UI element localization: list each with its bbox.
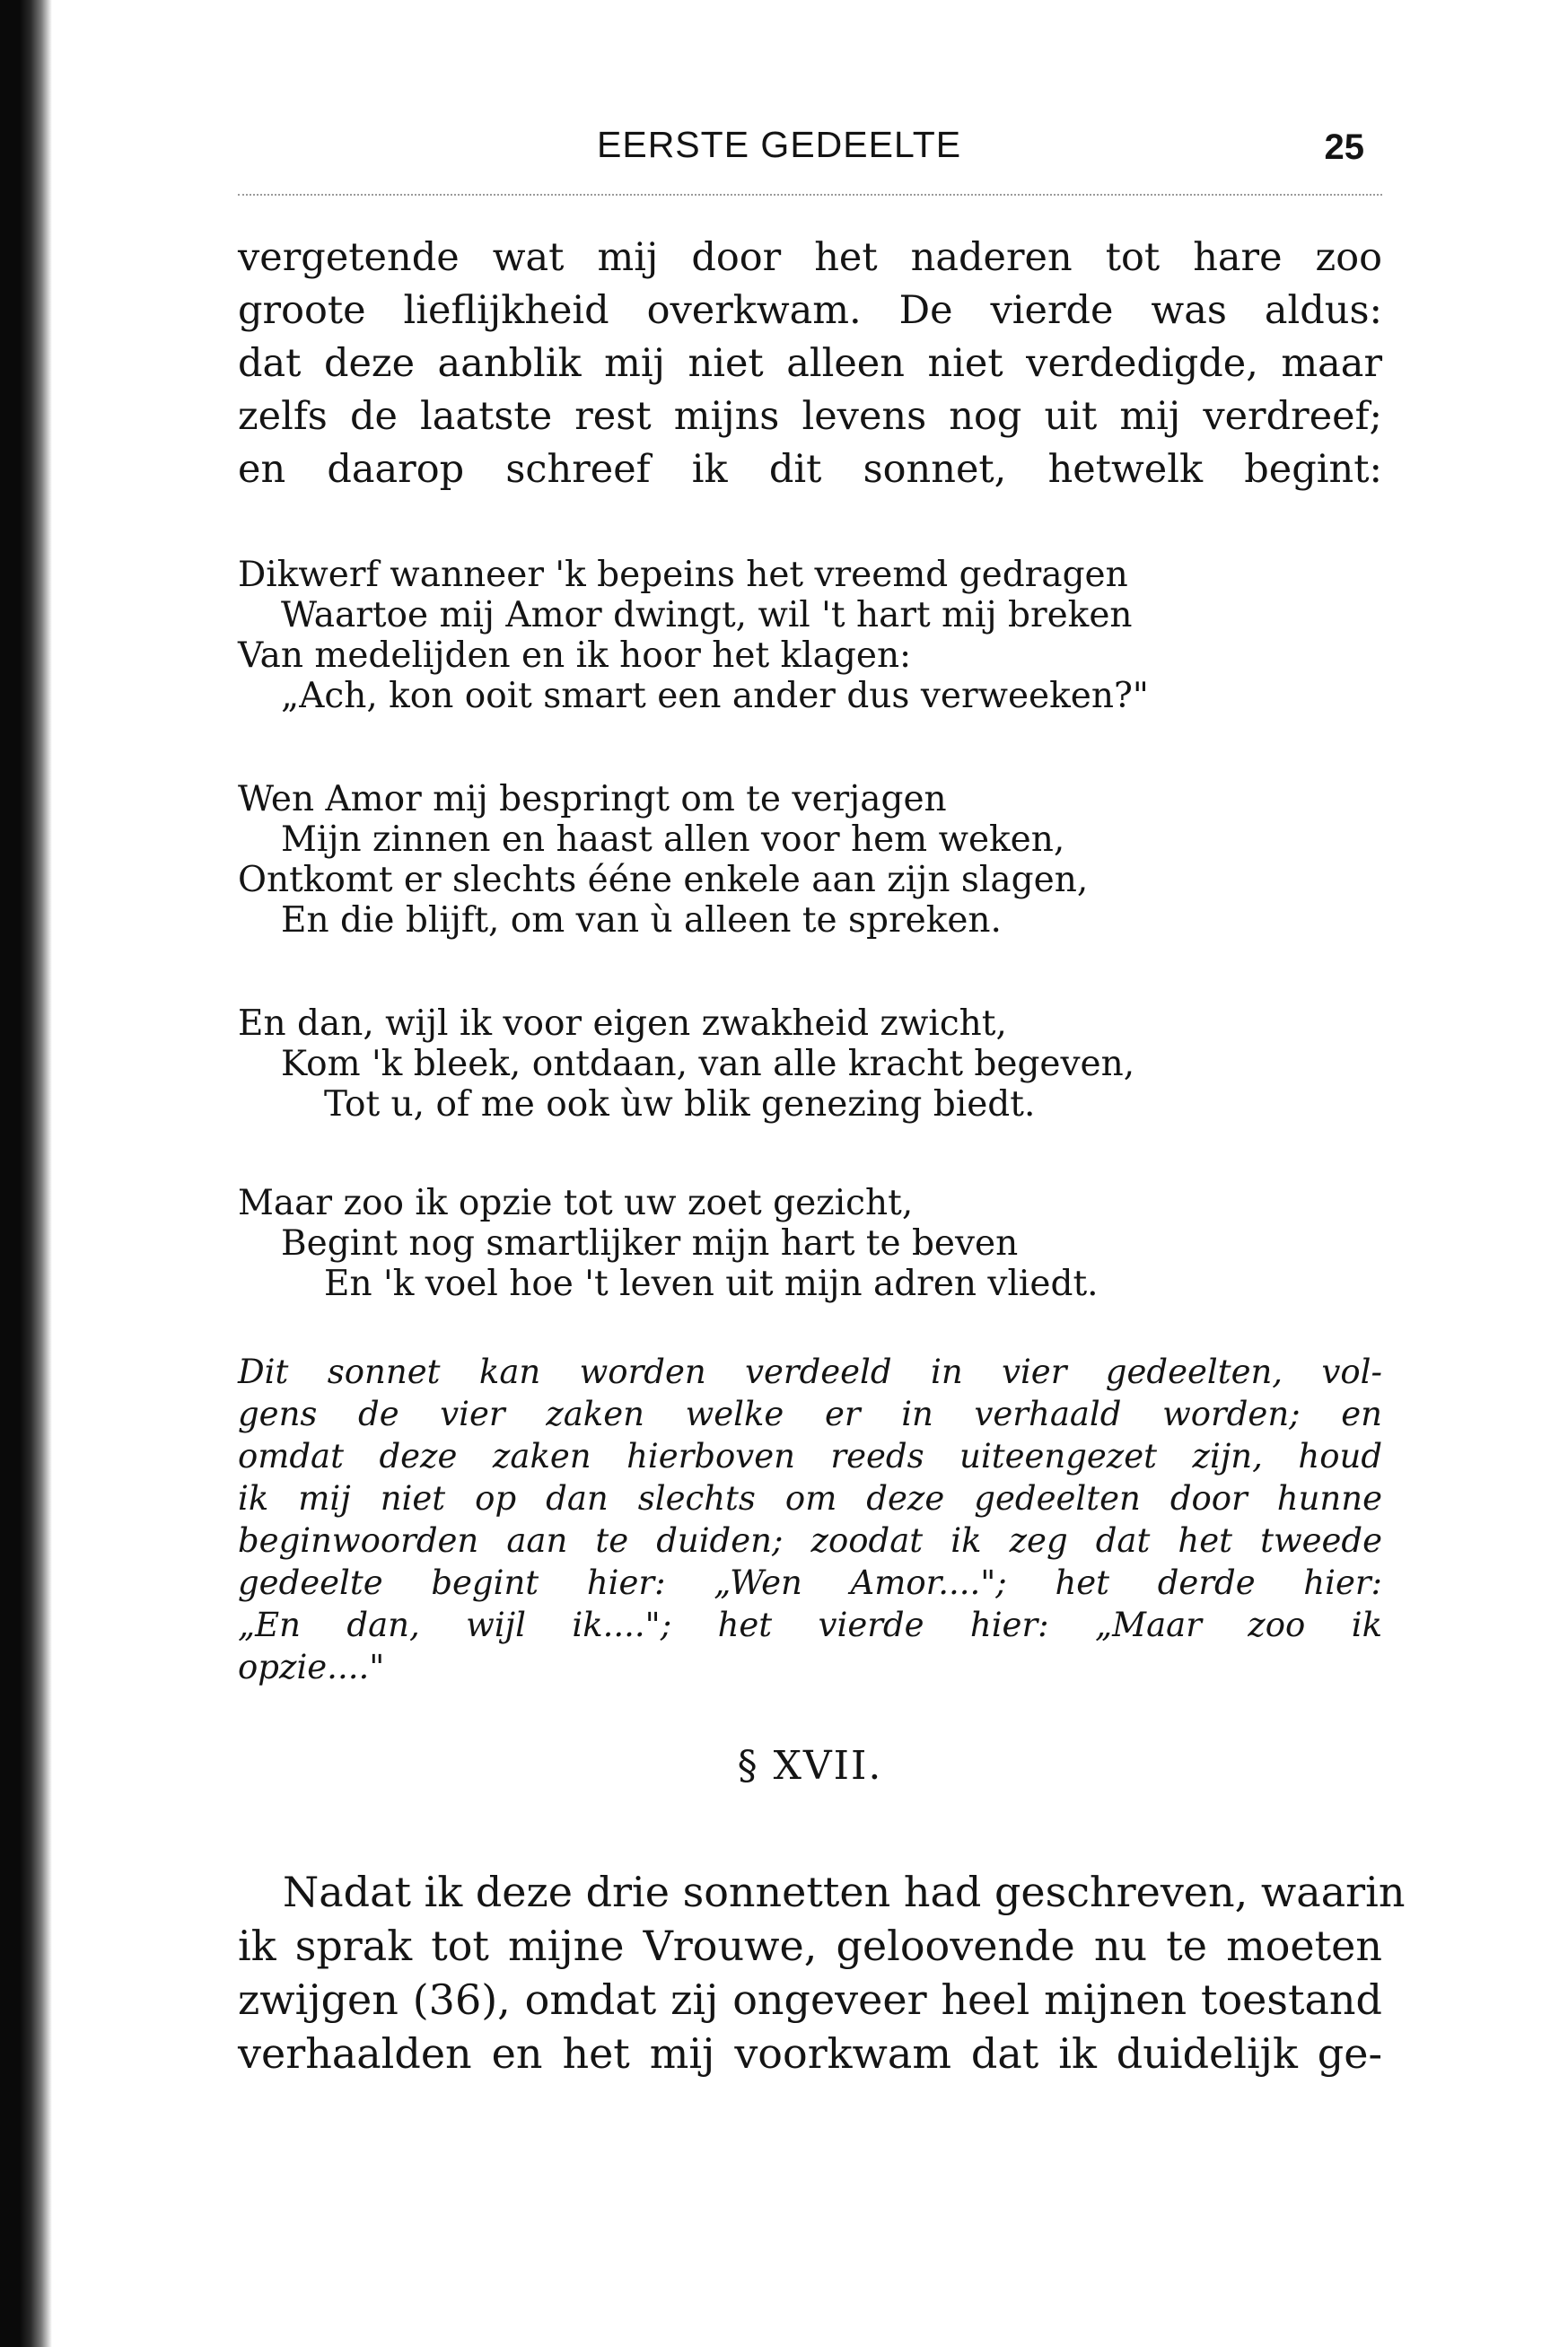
commentary-line: „En dan, wijl ik...."; het vierde hier: „Maar zoo ik <box>238 1606 1382 1644</box>
book-page <box>238 0 1406 2347</box>
verse-line: Tot u, of me ook ùw blik genezing biedt. <box>324 1084 1036 1125</box>
commentary-line: gedeelte begint hier: „Wen Amor...."; het derde hier: <box>238 1563 1382 1602</box>
text-line: dat deze aanblik mij niet alleen niet verdedigde, maar <box>238 341 1382 386</box>
commentary-line: gens de vier zaken welke er in verhaald worden; en <box>238 1395 1382 1433</box>
verse-line: „Ach, kon ooit smart een ander dus verweeken?" <box>281 676 1149 716</box>
sonnet-stanza-1 <box>238 555 1382 716</box>
book-spine-edge <box>0 0 52 2347</box>
verse-line: Dikwerf wanneer 'k bepeins het vreemd gedragen <box>238 555 1128 595</box>
verse-line: Ontkomt er slechts ééne enkele aan zijn slagen, <box>238 860 1089 900</box>
text-line: groote lieflijkheid overkwam. De vierde was aldus: <box>238 288 1382 333</box>
verse-line: En die blijft, om van ù alleen te spreken. <box>281 900 1002 941</box>
intro-paragraph <box>238 232 1382 496</box>
verse-line: Begint nog smartlijker mijn hart te beven <box>281 1223 1019 1264</box>
closing-paragraph <box>238 1865 1406 2080</box>
commentary-line: beginwoorden aan te duiden; zoodat ik zeg dat het tweede <box>238 1521 1382 1560</box>
text-line: zwijgen (36), omdat zij ongeveer heel mijnen toestand <box>238 1975 1382 2024</box>
verse-line: Wen Amor mij bespringt om te verjagen <box>238 779 947 819</box>
verse-line: Kom 'k bleek, ontdaan, van alle kracht begeven, <box>281 1044 1135 1084</box>
commentary-paragraph <box>238 1351 1382 1688</box>
page-number: 25 <box>1324 127 1364 167</box>
verse-line: En 'k voel hoe 't leven uit mijn adren vliedt. <box>324 1264 1099 1304</box>
header-rule <box>238 194 1382 196</box>
sonnet-stanza-4 <box>238 1183 1382 1304</box>
commentary-line: opzie...." <box>238 1648 385 1686</box>
text-line: verhaalden en het mij voorkwam dat ik duidelijk ge- <box>238 2029 1382 2078</box>
commentary-line: Dit sonnet kan worden verdeeld in vier gedeelten, vol- <box>238 1353 1382 1391</box>
text-line: vergetende wat mij door het naderen tot hare zoo <box>238 235 1382 280</box>
text-line: Nadat ik deze drie sonnetten had geschreven, waarin <box>283 1868 1406 1916</box>
sonnet-stanza-2 <box>238 779 1382 941</box>
verse-line: Waartoe mij Amor dwingt, wil 't hart mij breken <box>281 595 1133 635</box>
text-line: ik sprak tot mijne Vrouwe, geloovende nu te moeten <box>238 1922 1382 1970</box>
verse-line: En dan, wijl ik voor eigen zwakheid zwicht, <box>238 1003 1007 1044</box>
running-head: EERSTE GEDEELTE <box>597 124 962 165</box>
text-line: zelfs de laatste rest mijns levens nog uit mij verdreef; <box>238 394 1382 439</box>
verse-line: Maar zoo ik opzie tot uw zoet gezicht, <box>238 1183 914 1223</box>
commentary-line: omdat deze zaken hierboven reeds uiteengezet zijn, houd <box>238 1437 1382 1476</box>
commentary-line: ik mij niet op dan slechts om deze gedeelten door hunne <box>238 1479 1382 1518</box>
sonnet-stanza-3 <box>238 1003 1382 1125</box>
verse-line: Mijn zinnen en haast allen voor hem weken, <box>281 819 1065 860</box>
verse-line: Van medelijden en ik hoor het klagen: <box>238 635 912 676</box>
text-line: en daarop schreef ik dit sonnet, hetwelk begint: <box>238 447 1382 492</box>
page-header <box>238 124 1382 178</box>
section-heading: § XVII. <box>737 1743 883 1789</box>
